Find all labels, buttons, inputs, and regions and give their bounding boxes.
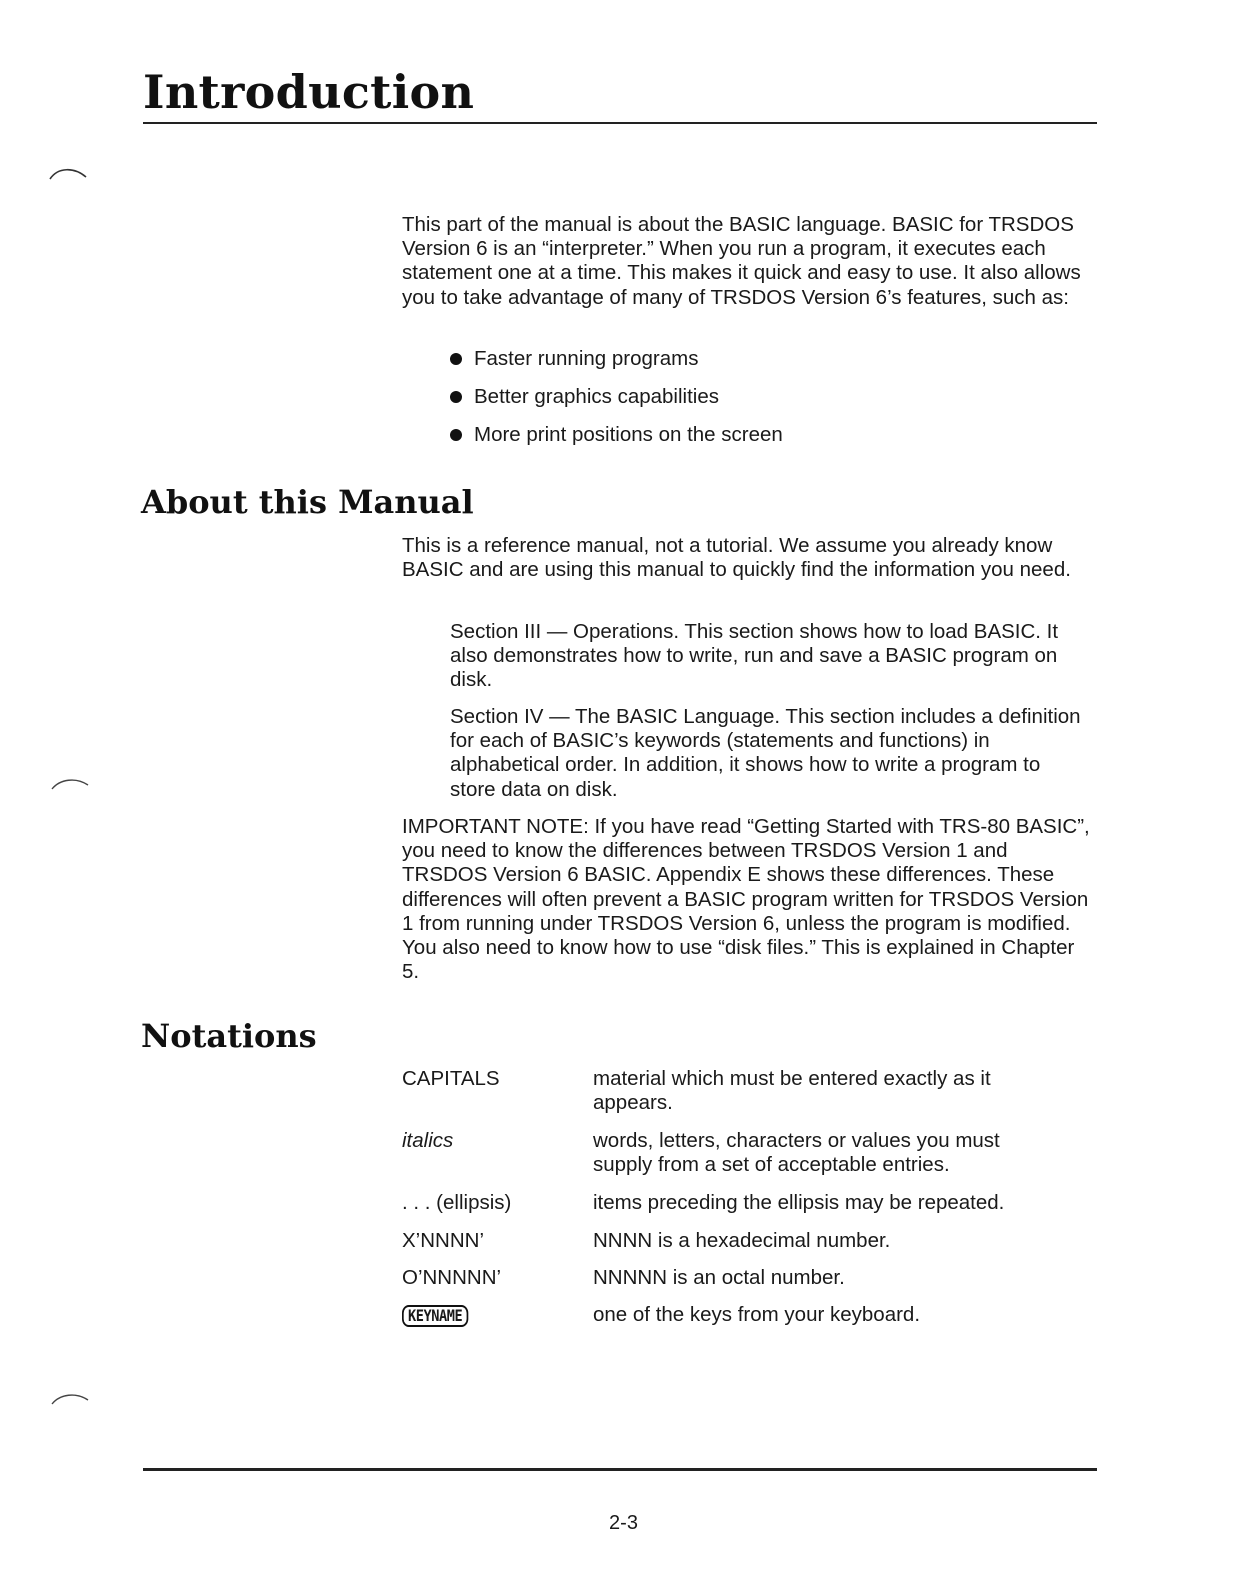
list-item: Better graphics capabilities [448, 384, 783, 422]
notation-description: words, letters, characters or values you must supply from a set of acceptable entries. [593, 1129, 1000, 1177]
top-rule [143, 122, 1097, 124]
notation-description: material which must be entered exactly as it appears. [593, 1067, 991, 1115]
keyname-keycap: KEYNAME [402, 1305, 468, 1327]
notation-term: . . . (ellipsis) [402, 1191, 512, 1214]
bottom-rule [143, 1468, 1097, 1471]
binder-mark [48, 165, 88, 181]
notation-description: one of the keys from your keyboard. [593, 1303, 921, 1326]
bullet-icon [450, 429, 462, 441]
notation-description: NNNN is a hexadecimal number. [593, 1229, 891, 1252]
notation-term: O’NNNNN’ [402, 1266, 502, 1289]
notation-term: CAPITALS [402, 1067, 500, 1090]
bullet-icon [450, 353, 462, 365]
notation-description: NNNNN is an octal number. [593, 1266, 845, 1289]
intro-paragraph: This part of the manual is about the BASIC language. BASIC for TRSDOS Version 6 is an “interpreter.” When you run a program, it executes each statement one at a time. This makes it quick and easy to use. It also allows you to take advantage of many of TRSDOS Version 6’s features, such as: [402, 213, 1081, 309]
bullet-icon [450, 391, 462, 403]
notation-term: italics [402, 1129, 454, 1152]
important-note: IMPORTANT NOTE: If you have read “Getting Started with TRS-80 BASIC”, you need to know the differences between TRSDOS Version 1 and TRSDOS Version 6 BASIC. Appendix E shows these differences. These differences will often prevent a BASIC program written for TRSDOS Version 1 from running under TRSDOS Version 6, unless the program is modified. You also need to know how to use “disk files.” This is explained in Chapter 5. [402, 815, 1090, 984]
notation-description: items preceding the ellipsis may be repeated. [593, 1191, 1005, 1214]
notation-term: X’NNNN’ [402, 1229, 484, 1252]
page-title: Introduction [143, 65, 475, 119]
section-4-description: Section IV — The BASIC Language. This section includes a definition for each of BASIC’s keywords (statements and functions) in alphabetical order. In addition, it shows how to write a program to store data on disk. [450, 705, 1081, 801]
list-item: Faster running programs [448, 346, 783, 384]
feature-list [448, 346, 783, 460]
about-paragraph: This is a reference manual, not a tutorial. We assume you already know BASIC and are using this manual to quickly find the information you need. [402, 534, 1071, 582]
binder-mark [50, 775, 90, 791]
list-item: More print positions on the screen [448, 422, 783, 460]
notations-heading: Notations [141, 1017, 317, 1055]
section-3-description: Section III — Operations. This section shows how to load BASIC. It also demonstrates how to write, run and save a BASIC program on disk. [450, 620, 1059, 692]
page-number: 2-3 [609, 1512, 638, 1534]
about-heading: About this Manual [141, 483, 474, 521]
binder-mark [50, 1390, 90, 1406]
